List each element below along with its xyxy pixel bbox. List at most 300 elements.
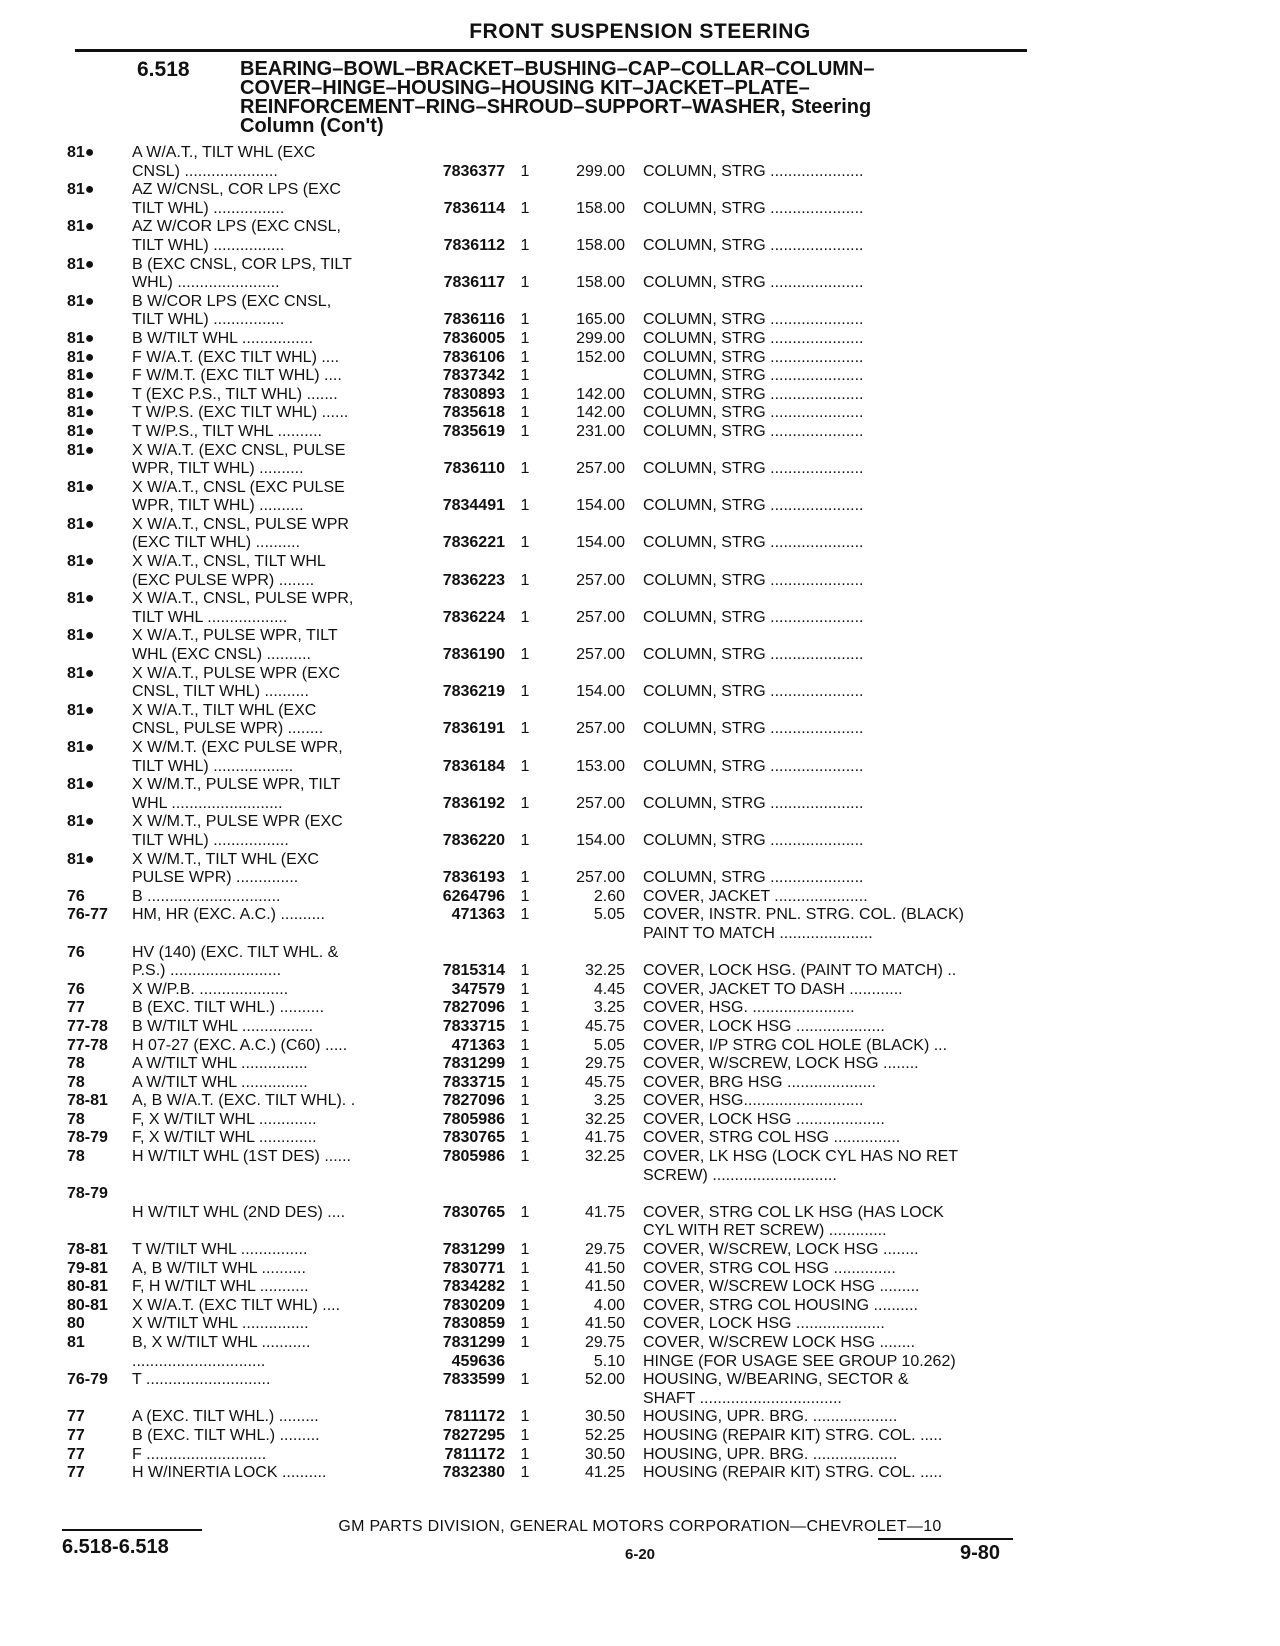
row-description: X W/M.T., PULSE WPR, TILT WHL ......................... [132, 776, 341, 812]
row-part-name: COLUMN, STRG ..................... [643, 683, 864, 701]
table-row [0, 516, 1280, 553]
row-part-name: HOUSING (REPAIR KIT) STRG. COL. ..... [643, 1464, 943, 1482]
row-price: 257.00 [576, 608, 625, 626]
row-description: X W/A.T., CNSL, PULSE WPR (EXC TILT WHL) .......... [132, 515, 349, 552]
row-part-number: 7835619 [442, 422, 505, 440]
row-price: 299.00 [576, 162, 625, 180]
table-row [0, 218, 1280, 255]
row-quantity: 1 [520, 962, 530, 980]
row-quantity: 1 [520, 720, 530, 738]
table-row [0, 739, 1280, 776]
row-price: 158.00 [576, 274, 625, 292]
row-quantity: 1 [520, 1464, 530, 1482]
row-price: 257.00 [576, 571, 625, 589]
row-price: 158.00 [576, 236, 625, 254]
row-key: 81 [67, 1334, 85, 1351]
row-part-number: 347579 [451, 980, 505, 998]
row-price: 32.25 [584, 1148, 625, 1166]
row-part-name: COVER, HSG. ....................... [643, 999, 855, 1017]
table-row [0, 349, 1280, 368]
row-part-number: 7835618 [442, 404, 505, 422]
row-part-name: COLUMN, STRG ..................... [643, 608, 864, 626]
row-description: F, H W/TILT WHL ........... [132, 1278, 309, 1296]
row-part-name: COLUMN, STRG ..................... [643, 534, 864, 552]
row-key: 81● [67, 255, 95, 273]
row-description: B (EXC. TILT WHL.) .......... [132, 999, 325, 1017]
row-price: 45.75 [584, 1073, 625, 1091]
row-quantity: 1 [520, 1148, 530, 1166]
row-quantity: 1 [520, 329, 530, 347]
row-quantity: 1 [520, 385, 530, 403]
row-part-number: 7830771 [442, 1259, 505, 1277]
row-part-name: HOUSING, W/BEARING, SECTOR & SHAFT ................................ [643, 1371, 909, 1407]
row-part-name: HINGE (FOR USAGE SEE GROUP 10.262) [643, 1352, 956, 1370]
row-part-number: 7836224 [442, 608, 505, 626]
row-key: 81● [67, 367, 95, 385]
row-quantity: 1 [520, 1129, 530, 1147]
row-price: 257.00 [576, 869, 625, 887]
row-part-name: HOUSING (REPAIR KIT) STRG. COL. ..... [643, 1426, 943, 1444]
table-row [0, 293, 1280, 330]
table-row [0, 1092, 1280, 1111]
group-number: 6.518 [137, 58, 190, 81]
row-part-number: 7836116 [443, 311, 505, 329]
row-part-name: HOUSING, UPR. BRG. ................... [643, 1445, 898, 1463]
row-quantity: 1 [520, 1055, 530, 1073]
row-description: F W/M.T. (EXC TILT WHL) .... [132, 367, 342, 385]
row-description: T W/P.S. (EXC TILT WHL) ...... [132, 404, 349, 422]
row-part-number: 7805986 [442, 1148, 505, 1166]
row-part-name: COLUMN, STRG ..................... [643, 274, 864, 292]
table-row [0, 944, 1280, 981]
row-description: .............................. [132, 1352, 266, 1370]
row-price: 142.00 [576, 385, 625, 403]
table-row [0, 367, 1280, 386]
row-description: B (EXC CNSL, COR LPS, TILT WHL) ....................... [132, 255, 352, 292]
row-description: X W/A.T., PULSE WPR, TILT WHL (EXC CNSL) .......... [132, 627, 338, 664]
row-quantity: 1 [520, 1334, 530, 1351]
row-price: 4.45 [593, 980, 625, 998]
row-key: 81● [67, 776, 95, 794]
row-part-number: 7836193 [442, 869, 505, 887]
header-divider [75, 49, 1027, 52]
row-price: 32.25 [584, 1110, 625, 1128]
row-quantity: 1 [520, 1408, 530, 1426]
row-quantity: 1 [520, 1092, 530, 1110]
row-part-name: COLUMN, STRG ..................... [643, 571, 864, 589]
row-key: 81● [67, 664, 95, 682]
row-key: 79-81 [67, 1259, 108, 1277]
row-part-number: 7837342 [442, 367, 505, 385]
table-row [0, 1185, 1280, 1241]
row-description: B W/COR LPS (EXC CNSL, TILT WHL) ................ [132, 292, 332, 329]
row-key: 81● [67, 590, 95, 608]
row-description: F, X W/TILT WHL ............. [132, 1129, 317, 1147]
table-row [0, 144, 1280, 181]
row-quantity: 1 [520, 757, 530, 775]
table-row [0, 1260, 1280, 1279]
row-key: 81● [67, 850, 95, 868]
row-quantity: 1 [520, 1315, 530, 1333]
row-description: X W/M.T., PULSE WPR (EXC TILT WHL) ................. [132, 813, 343, 849]
row-quantity: 1 [520, 999, 530, 1017]
row-part-name: COLUMN, STRG ..................... [643, 348, 864, 366]
row-key: 81● [67, 627, 95, 645]
row-description: X W/M.T. (EXC PULSE WPR, TILT WHL) .................. [132, 739, 343, 775]
row-part-number: 7827096 [442, 999, 505, 1017]
row-description: H W/TILT WHL (1ST DES) ...... [132, 1148, 351, 1166]
row-part-name: COVER, STRG COL HSG .............. [643, 1259, 896, 1277]
row-quantity: 1 [520, 460, 530, 478]
table-row [0, 1315, 1280, 1334]
row-part-name: COVER, LOCK HSG. (PAINT TO MATCH) .. [643, 962, 957, 980]
row-part-name: COVER, LOCK HSG .................... [643, 1315, 885, 1333]
row-part-number: 7831299 [442, 1055, 505, 1073]
row-description: B, X W/TILT WHL ........... [132, 1334, 311, 1351]
row-price: 41.75 [584, 1129, 625, 1147]
table-row [0, 627, 1280, 664]
row-part-number: 7833715 [442, 1017, 505, 1035]
row-price: 154.00 [576, 683, 625, 701]
row-part-number: 7830765 [442, 1129, 505, 1147]
row-key: 81● [67, 422, 95, 440]
row-part-name: COLUMN, STRG ..................... [643, 794, 864, 812]
row-part-name: COLUMN, STRG ..................... [643, 831, 864, 849]
row-part-number: 7827096 [442, 1092, 505, 1110]
row-quantity: 1 [520, 831, 530, 849]
row-part-number: 7836192 [442, 794, 505, 812]
row-part-name: COVER, STRG COL HOUSING .......... [643, 1296, 918, 1314]
table-row [0, 981, 1280, 1000]
row-part-name: COLUMN, STRG ..................... [643, 329, 864, 347]
row-key: 76 [67, 943, 85, 961]
row-description: T ............................ [132, 1371, 271, 1389]
row-price: 158.00 [576, 199, 625, 217]
table-row [0, 423, 1280, 442]
row-price: 154.00 [576, 497, 625, 515]
row-description: H 07-27 (EXC. A.C.) (C60) ..... [132, 1036, 348, 1054]
row-part-number: 7811172 [444, 1408, 505, 1426]
row-part-name: COVER, LOCK HSG .................... [643, 1110, 885, 1128]
row-part-name: COVER, JACKET ..................... [643, 887, 868, 905]
row-quantity: 1 [520, 608, 530, 626]
table-row [0, 1037, 1280, 1056]
row-description: A W/A.T., TILT WHL (EXC CNSL) ..................... [132, 144, 316, 180]
table-row [0, 442, 1280, 479]
row-quantity: 1 [520, 794, 530, 812]
row-part-name: COLUMN, STRG ..................... [643, 720, 864, 738]
row-key: 77 [67, 1464, 85, 1482]
page-title: FRONT SUSPENSION STEERING [469, 20, 811, 43]
row-key: 78-79 [67, 1185, 108, 1203]
row-part-number: 7836221 [442, 534, 505, 552]
row-part-name: COVER, W/SCREW, LOCK HSG ........ [643, 1241, 919, 1259]
row-quantity: 1 [520, 869, 530, 887]
row-part-number: 471363 [451, 1036, 505, 1054]
row-part-name: COVER, INSTR. PNL. STRG. COL. (BLACK) PAINT TO MATCH ..................... [643, 906, 964, 942]
footer-group-range: 6.518-6.518 [62, 1536, 169, 1558]
row-key: 78-81 [67, 1241, 108, 1259]
table-row [0, 776, 1280, 813]
table-row [0, 813, 1280, 850]
row-part-number: 7815314 [442, 962, 505, 980]
row-description: A W/TILT WHL ............... [132, 1073, 308, 1091]
row-part-name: COLUMN, STRG ..................... [643, 460, 864, 478]
row-description: X W/A.T., CNSL, PULSE WPR, TILT WHL .................. [132, 590, 354, 626]
row-description: A W/TILT WHL ............... [132, 1055, 308, 1073]
row-price: 3.25 [593, 999, 625, 1017]
row-quantity: 1 [520, 1371, 530, 1389]
table-row [0, 330, 1280, 349]
row-quantity: 1 [520, 1017, 530, 1035]
row-price: 154.00 [576, 831, 625, 849]
row-price: 231.00 [576, 422, 625, 440]
table-row [0, 256, 1280, 293]
row-key: 77 [67, 999, 85, 1017]
row-key: 77-78 [67, 1036, 108, 1054]
row-key: 80-81 [67, 1278, 108, 1296]
row-part-name: COLUMN, STRG ..................... [643, 869, 864, 887]
row-description: T (EXC P.S., TILT WHL) ....... [132, 385, 338, 403]
row-description: X W/TILT WHL ............... [132, 1315, 309, 1333]
table-row [0, 702, 1280, 739]
table-row [0, 590, 1280, 627]
row-part-number: 7830209 [442, 1296, 505, 1314]
table-row [0, 1055, 1280, 1074]
row-part-name: COLUMN, STRG ..................... [643, 311, 864, 329]
row-key: 81● [67, 404, 95, 422]
row-key: 80-81 [67, 1296, 108, 1314]
table-row [0, 906, 1280, 943]
row-key: 81● [67, 329, 95, 347]
row-description: X W/A.T., PULSE WPR (EXC CNSL, TILT WHL) .......... [132, 664, 341, 701]
table-row [0, 851, 1280, 888]
row-part-name: HOUSING, UPR. BRG. ................... [643, 1408, 898, 1426]
footer-publisher: GM PARTS DIVISION, GENERAL MOTORS CORPORATION—CHEVROLET—10 [338, 1518, 942, 1535]
row-quantity: 1 [520, 497, 530, 515]
row-part-name: COVER, W/SCREW LOCK HSG ........ [643, 1334, 916, 1351]
row-part-number: 7836223 [442, 571, 505, 589]
row-part-name: COLUMN, STRG ..................... [643, 646, 864, 664]
row-part-name: COVER, LK HSG (LOCK CYL HAS NO RET SCREW) ............................ [643, 1148, 959, 1184]
row-description: X W/A.T. (EXC TILT WHL) .... [132, 1296, 341, 1314]
row-price: 30.50 [584, 1445, 625, 1463]
row-key: 77 [67, 1445, 85, 1463]
row-key: 78-79 [67, 1129, 108, 1147]
row-key: 81● [67, 292, 95, 310]
row-price: 165.00 [576, 311, 625, 329]
row-part-name: COLUMN, STRG ..................... [643, 236, 864, 254]
row-part-name: COVER, JACKET TO DASH ............ [643, 980, 903, 998]
row-key: 78 [67, 1055, 85, 1073]
row-description: X W/A.T., CNSL (EXC PULSE WPR, TILT WHL) .......... [132, 478, 345, 515]
row-part-name: COLUMN, STRG ..................... [643, 497, 864, 515]
row-key: 81● [67, 553, 95, 571]
row-description: AZ W/COR LPS (EXC CNSL, TILT WHL) ................ [132, 218, 341, 254]
row-description: B (EXC. TILT WHL.) ......... [132, 1426, 320, 1444]
table-row [0, 1018, 1280, 1037]
row-part-name: COVER, LOCK HSG .................... [643, 1017, 885, 1035]
row-part-number: 7836112 [443, 236, 505, 254]
row-key: 76 [67, 980, 85, 998]
row-quantity: 1 [520, 1426, 530, 1444]
row-price: 257.00 [576, 720, 625, 738]
row-description: A, B W/A.T. (EXC. TILT WHL). . [132, 1092, 356, 1110]
row-quantity: 1 [520, 906, 530, 924]
table-row [0, 404, 1280, 423]
row-price: 142.00 [576, 404, 625, 422]
row-quantity: 1 [520, 1259, 530, 1277]
row-price: 32.25 [584, 962, 625, 980]
row-quantity: 1 [520, 1445, 530, 1463]
table-row [0, 1148, 1280, 1185]
row-key: 76-79 [67, 1371, 108, 1389]
row-price: 2.60 [593, 887, 625, 905]
row-description: X W/A.T., TILT WHL (EXC CNSL, PULSE WPR) ........ [132, 701, 324, 738]
row-price: 4.00 [593, 1296, 625, 1314]
table-row [0, 1241, 1280, 1260]
row-price: 29.75 [584, 1334, 625, 1351]
row-part-number: 7833599 [442, 1371, 505, 1389]
row-part-name: COLUMN, STRG ..................... [643, 199, 864, 217]
row-quantity: 1 [520, 311, 530, 329]
row-key: 77-78 [67, 1017, 108, 1035]
row-part-number: 7834491 [442, 497, 505, 515]
row-price: 257.00 [576, 646, 625, 664]
row-part-name: COVER, W/SCREW, LOCK HSG ........ [643, 1055, 919, 1073]
row-key: 80 [67, 1315, 85, 1333]
row-price: 299.00 [576, 329, 625, 347]
row-price: 29.75 [584, 1241, 625, 1259]
table-row [0, 181, 1280, 218]
row-quantity: 1 [520, 422, 530, 440]
row-price: 29.75 [584, 1055, 625, 1073]
row-quantity: 1 [520, 1296, 530, 1314]
row-part-number: 7836005 [442, 329, 505, 347]
row-part-number: 7834282 [442, 1278, 505, 1296]
row-part-number: 7836220 [442, 831, 505, 849]
row-description: X W/A.T. (EXC CNSL, PULSE WPR, TILT WHL) .......... [132, 441, 346, 478]
row-key: 81● [67, 144, 95, 161]
row-price: 3.25 [593, 1092, 625, 1110]
row-description: F W/A.T. (EXC TILT WHL) .... [132, 348, 340, 366]
row-description: X W/M.T., TILT WHL (EXC PULSE WPR) .............. [132, 850, 319, 887]
row-key: 76-77 [67, 906, 108, 924]
row-part-number: 7805986 [442, 1110, 505, 1128]
row-part-name: COVER, I/P STRG COL HOLE (BLACK) ... [643, 1036, 948, 1054]
row-price: 5.10 [593, 1352, 625, 1370]
table-row [0, 1074, 1280, 1093]
row-part-number: 471363 [451, 906, 505, 924]
row-part-number: 7836110 [443, 460, 505, 478]
row-quantity: 1 [520, 980, 530, 998]
row-quantity: 1 [520, 274, 530, 292]
row-quantity: 1 [520, 1110, 530, 1128]
table-row [0, 1446, 1280, 1465]
row-key: 81● [67, 385, 95, 403]
row-quantity: 1 [520, 646, 530, 664]
row-price: 152.00 [576, 348, 625, 366]
row-part-number: 7830859 [442, 1315, 505, 1333]
row-quantity: 1 [520, 1203, 530, 1221]
row-part-number: 459636 [451, 1352, 505, 1370]
table-row [0, 1353, 1280, 1372]
row-price: 257.00 [576, 460, 625, 478]
row-part-number: 7836219 [442, 683, 505, 701]
row-price: 45.75 [584, 1017, 625, 1035]
row-price: 30.50 [584, 1408, 625, 1426]
row-description: A (EXC. TILT WHL.) ......... [132, 1408, 319, 1426]
row-price: 5.05 [593, 906, 625, 924]
row-description: X W/P.B. .................... [132, 980, 289, 998]
table-row [0, 1371, 1280, 1408]
row-key: 81● [67, 515, 95, 533]
row-description: F ........................... [132, 1445, 267, 1463]
table-row [0, 1334, 1280, 1353]
row-price: 52.00 [584, 1371, 625, 1389]
row-quantity: 1 [520, 1278, 530, 1296]
row-quantity: 1 [520, 348, 530, 366]
table-row [0, 888, 1280, 907]
row-part-number: 7836191 [442, 720, 505, 738]
row-key: 81● [67, 478, 95, 496]
row-part-number: 7832380 [442, 1464, 505, 1482]
table-row [0, 665, 1280, 702]
table-row [0, 1111, 1280, 1130]
row-part-number: 7827295 [442, 1426, 505, 1444]
row-part-name: COLUMN, STRG ..................... [643, 367, 864, 385]
row-key: 81● [67, 739, 95, 756]
row-part-name: COLUMN, STRG ..................... [643, 385, 864, 403]
row-price: 41.50 [584, 1278, 625, 1296]
row-part-name: COLUMN, STRG ..................... [643, 422, 864, 440]
row-part-name: COVER, STRG COL LK HSG (HAS LOCK CYL WITH RET SCREW) ............. [643, 1203, 944, 1240]
row-description: HV (140) (EXC. TILT WHL. & P.S.) ......................... [132, 943, 339, 980]
row-part-number: 7836184 [442, 757, 505, 775]
row-key: 77 [67, 1426, 85, 1444]
row-description: B W/TILT WHL ................ [132, 329, 314, 347]
row-part-number: 7836377 [442, 162, 505, 180]
row-key: 81● [67, 181, 95, 199]
row-price: 41.25 [584, 1464, 625, 1482]
row-description: HM, HR (EXC. A.C.) .......... [132, 906, 325, 924]
row-price: 52.25 [584, 1426, 625, 1444]
row-quantity: 1 [520, 887, 530, 905]
row-part-number: 7831299 [442, 1241, 505, 1259]
row-description: H W/INERTIA LOCK .......... [132, 1464, 327, 1482]
row-part-number: 7836190 [442, 646, 505, 664]
row-key: 78 [67, 1148, 85, 1166]
row-price: 154.00 [576, 534, 625, 552]
row-part-number: 7836117 [443, 274, 505, 292]
row-part-name: COLUMN, STRG ..................... [643, 162, 864, 180]
row-part-number: 7830765 [442, 1203, 505, 1221]
row-key: 78 [67, 1110, 85, 1128]
table-row [0, 1129, 1280, 1148]
row-quantity: 1 [520, 534, 530, 552]
row-description: B W/TILT WHL ................ [132, 1017, 314, 1035]
table-row [0, 553, 1280, 590]
row-quantity: 1 [520, 162, 530, 180]
row-part-number: 7811172 [444, 1445, 505, 1463]
row-description: B .............................. [132, 887, 281, 905]
footer-page-number: 6-20 [624, 1546, 656, 1563]
row-part-number: 7836106 [442, 348, 505, 366]
table-row [0, 479, 1280, 516]
row-price: 5.05 [593, 1036, 625, 1054]
table-row [0, 1464, 1280, 1483]
row-part-name: COVER, HSG........................... [643, 1092, 864, 1110]
